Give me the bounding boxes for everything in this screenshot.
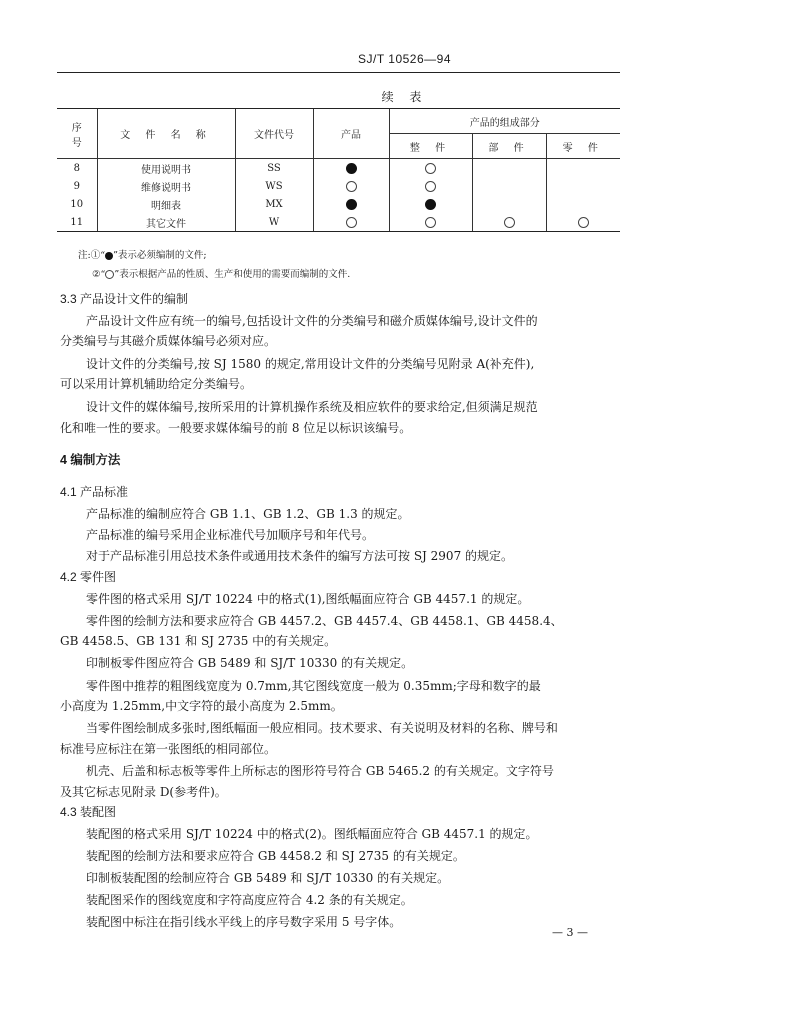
table-row	[57, 177, 620, 195]
cell-code: SS	[235, 159, 313, 178]
open-circle-icon	[425, 163, 436, 174]
s42-line-7: 当零件图绘制成多张时,图纸幅面一般应相同。技术要求、有关说明及材料的名称、牌号和	[86, 721, 558, 735]
note-2-text: ”表示根据产品的性质、生产和使用的需要而编制的文件.	[114, 269, 351, 280]
col-product-header: 产品	[313, 109, 389, 159]
s33-line-2: 分类编号与其磁介质媒体编号必须对应。	[60, 334, 277, 348]
cell-assembly	[389, 213, 472, 232]
s42-line-2: 零件图的绘制方法和要求应符合 GB 4457.2、GB 4457.4、GB 4458.1、GB 4458.4、	[86, 614, 563, 628]
s33-line-3: 设计文件的分类编号,按 SJ 1580 的规定,常用设计文件的分类编号见附录 A(补充件),	[86, 357, 535, 371]
s42-line-9: 机壳、后盖和标志板等零件上所标志的图形符号符合 GB 5465.2 的有关规定。文字符号	[86, 764, 554, 778]
document-table	[57, 108, 620, 232]
open-circle-icon	[346, 217, 357, 228]
s41-line-3: 对于产品标准引用总技术条件或通用技术条件的编写方法可按 SJ 2907 的规定。	[86, 549, 514, 563]
s33-line-4: 可以采用计算机辅助给定分类编号。	[60, 377, 253, 391]
s43-line-5: 装配图中标注在指引线水平线上的序号数字采用 5 号字体。	[86, 915, 402, 929]
table-caption: 续 表	[381, 90, 428, 104]
section-4-heading: 4 编制方法	[60, 453, 121, 467]
cell-seq: 8	[73, 162, 80, 174]
open-circle-icon	[425, 217, 436, 228]
col-seq-header	[57, 109, 97, 159]
s42-line-1: 零件图的格式采用 SJ/T 10224 中的格式(1),图纸幅面应符合 GB 4457.1 的规定。	[86, 592, 530, 606]
section-4-3-heading: 4.3 装配图	[60, 805, 117, 819]
cell-component	[472, 159, 546, 178]
s41-line-1: 产品标准的编制应符合 GB 1.1、GB 1.2、GB 1.3 的规定。	[86, 507, 410, 521]
cell-seq: 10	[70, 198, 84, 210]
col-seq-b: 号	[71, 137, 82, 149]
filled-circle-icon	[105, 252, 113, 260]
s42-line-4: 印制板零件图应符合 GB 5489 和 SJ/T 10330 的有关规定。	[86, 656, 414, 670]
cell-name: 其它文件	[97, 213, 235, 232]
section-4-2-heading: 4.2 零件图	[60, 570, 117, 584]
col-name-header: 文 件 名 称	[97, 109, 235, 159]
s43-line-3: 印制板装配图的绘制应符合 GB 5489 和 SJ/T 10330 的有关规定。	[86, 871, 450, 885]
cell-name: 维修说明书	[97, 177, 235, 195]
header-rule	[57, 72, 620, 73]
section-4-1-heading: 4.1 产品标准	[60, 485, 129, 499]
cell-assembly	[389, 195, 472, 213]
s33-line-5: 设计文件的媒体编号,按所采用的计算机操作系统及相应软件的要求给定,但须满足规范	[86, 400, 538, 414]
filled-circle-icon	[425, 199, 436, 210]
filled-circle-icon	[346, 163, 357, 174]
s43-line-4: 装配图采作的图线宽度和字符高度应符合 4.2 条的有关规定。	[86, 893, 413, 907]
cell-product	[313, 159, 389, 178]
cell-component	[472, 195, 546, 213]
cell-name: 使用说明书	[97, 159, 235, 178]
open-circle-icon	[504, 217, 515, 228]
s41-line-2: 产品标准的编号采用企业标准代号加顺序号和年代号。	[86, 528, 375, 542]
col-assembly-header: 整 件	[389, 134, 472, 159]
table-row	[57, 159, 620, 178]
cell-code: W	[235, 213, 313, 232]
col-component-header: 部 件	[472, 134, 546, 159]
s33-line-1: 产品设计文件应有统一的编号,包括设计文件的分类编号和磁介质媒体编号,设计文件的	[86, 314, 538, 328]
s33-line-6: 化和唯一性的要求。一般要求媒体编号的前 8 位足以标识该编号。	[60, 421, 412, 435]
cell-assembly	[389, 177, 472, 195]
s42-line-6: 小高度为 1.25mm,中文字符的最小高度为 2.5mm。	[60, 699, 343, 713]
cell-seq: 11	[57, 213, 97, 232]
open-circle-icon	[346, 181, 357, 192]
cell-part	[546, 213, 620, 232]
note-1-text: ”表示必须编制的文件;	[113, 250, 207, 261]
cell-seq: 9	[73, 180, 80, 192]
cell-product	[313, 177, 389, 195]
cell-part	[546, 177, 620, 195]
standard-number-header: SJ/T 10526—94	[357, 52, 451, 66]
col-parts-group-header: 产品的组成部分	[389, 109, 620, 134]
page-number: — 3 —	[552, 926, 588, 939]
s43-line-1: 装配图的格式采用 SJ/T 10224 中的格式(2)。图纸幅面应符合 GB 4457.1 的规定。	[86, 827, 538, 841]
open-circle-icon	[578, 217, 589, 228]
table-row	[57, 195, 620, 213]
s42-line-5: 零件图中推荐的粗图线宽度为 0.7mm,其它图线宽度一般为 0.35mm;字母和数字的最	[86, 679, 541, 693]
cell-product	[313, 195, 389, 213]
s42-line-10: 及其它标志见附录 D(参考件)。	[60, 785, 227, 799]
cell-product	[313, 213, 389, 232]
open-circle-icon	[425, 181, 436, 192]
cell-component	[472, 177, 546, 195]
filled-circle-icon	[346, 199, 357, 210]
s42-line-3: GB 4458.5、GB 131 和 SJ 2735 中的有关规定。	[60, 634, 337, 648]
cell-name: 明细表	[97, 195, 235, 213]
note-2-prefix: ②“	[92, 269, 106, 280]
cell-part	[546, 159, 620, 178]
col-code-header: 文件代号	[235, 109, 313, 159]
s43-line-2: 装配图的绘制方法和要求应符合 GB 4458.2 和 SJ 2735 的有关规定。	[86, 849, 465, 863]
note-2	[92, 266, 350, 280]
note-1-prefix: 注:①“	[78, 250, 106, 261]
cell-component	[472, 213, 546, 232]
col-part-header: 零 件	[546, 134, 620, 159]
cell-code: WS	[235, 177, 313, 195]
note-1	[78, 247, 207, 261]
s42-line-8: 标准号应标注在第一张图纸的相同部位。	[60, 742, 277, 756]
cell-assembly	[389, 159, 472, 178]
cell-part	[546, 195, 620, 213]
section-3-3-heading: 3.3 产品设计文件的编制	[60, 292, 189, 306]
col-seq-a: 序	[71, 122, 82, 134]
table-row	[57, 213, 620, 232]
cell-code: MX	[235, 195, 313, 213]
